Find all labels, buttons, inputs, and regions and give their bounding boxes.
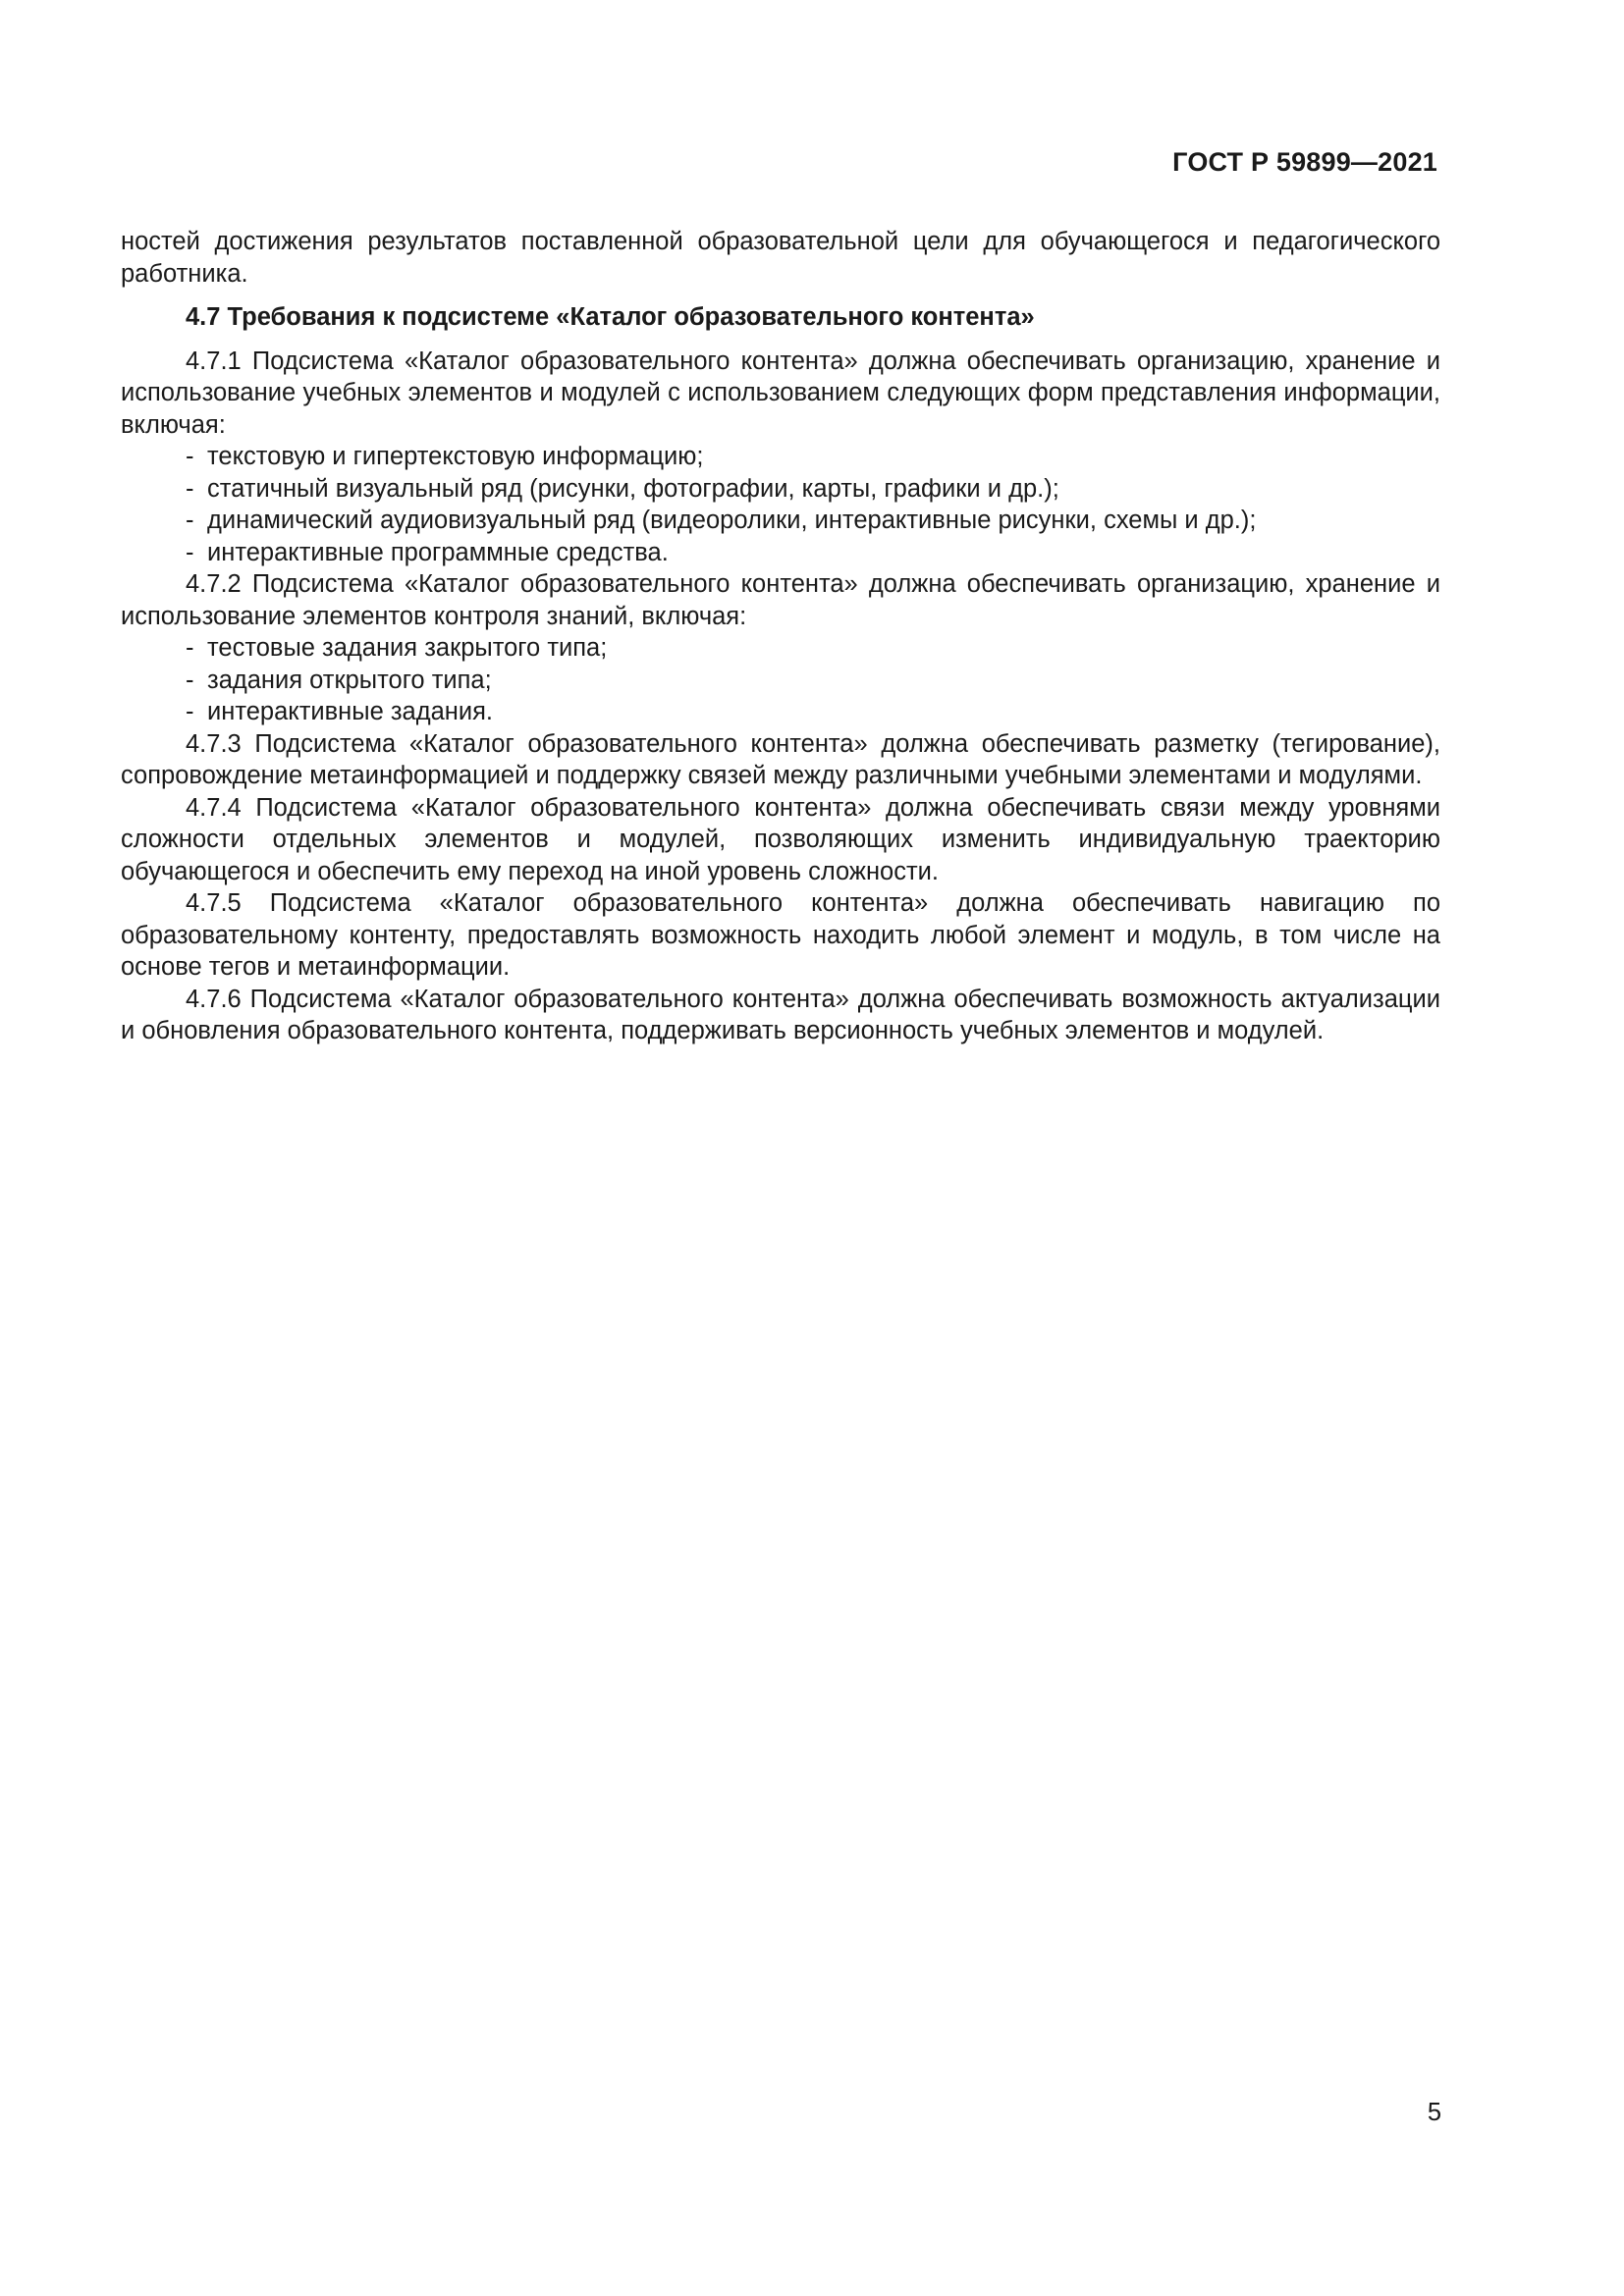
section-heading: 4.7 Требования к подсистеме «Каталог образовательного контента» <box>186 303 1035 331</box>
list-dash: - <box>186 698 194 725</box>
list-item-text: динамический аудиовизуальный ряд (видеоролики, интерактивные рисунки, схемы и др.); <box>207 507 1257 534</box>
clause-4-7-6: 4.7.6 Подсистема «Каталог образовательного контента» должна обеспечивать возможность актуализации и обновления образовательного контента, поддерживать версионность учебных элементов и модулей. <box>121 985 1440 1044</box>
list-item-text: интерактивные задания. <box>207 698 494 725</box>
list-dash: - <box>186 507 194 534</box>
list-item <box>121 696 1440 728</box>
list-item-text: текстовую и гипертекстовую информацию; <box>207 443 704 470</box>
clause-4-7-2: 4.7.2 Подсистема «Каталог образовательного контента» должна обеспечивать организацию, хранение и использование элементов контроля знаний, включая: <box>121 570 1440 630</box>
list-item-text: тестовые задания закрытого типа; <box>207 634 608 662</box>
list-item <box>121 665 1440 697</box>
list-dash: - <box>186 538 194 566</box>
list-item <box>121 632 1440 665</box>
clause-4-7-1: 4.7.1 Подсистема «Каталог образовательного контента» должна обеспечивать организацию, хранение и использование учебных элементов и модулей с использованием следующих форм представления информации, включая: <box>121 347 1440 439</box>
list-item <box>121 441 1440 473</box>
list-item <box>121 505 1440 537</box>
clause-4-7-3: 4.7.3 Подсистема «Каталог образовательного контента» должна обеспечивать разметку (тегирование), сопровождение метаинформацией и поддержку связей между различными учебными элементами и модулями. <box>121 729 1440 789</box>
list-dash: - <box>186 474 194 503</box>
list-dash: - <box>186 634 194 662</box>
list-dash: - <box>186 443 194 470</box>
document-body <box>121 226 1440 1047</box>
list-item-text: интерактивные программные средства. <box>207 538 669 566</box>
list-item-text: задания открытого типа; <box>207 666 492 694</box>
list-item <box>121 537 1440 569</box>
list-dash: - <box>186 666 194 694</box>
continuation-paragraph: ностей достижения результатов поставленной образовательной цели для обучающегося и педагогического работника. <box>121 228 1440 288</box>
list-item <box>121 473 1440 506</box>
document-code: ГОСТ Р 59899—2021 <box>1172 147 1437 177</box>
clause-4-7-5: 4.7.5 Подсистема «Каталог образовательного контента» должна обеспечивать навигацию по образовательному контенту, предоставлять возможность находить любой элемент и модуль, в том числе на основе тегов и метаинформации. <box>121 889 1440 981</box>
list-item-text: статичный визуальный ряд (рисунки, фотографии, карты, графики и др.); <box>207 474 1059 503</box>
clause-4-7-4: 4.7.4 Подсистема «Каталог образовательного контента» должна обеспечивать связи между уровнями сложности отдельных элементов и модулей, позволяющих изменить индивидуальную траекторию обучающегося и обеспечить ему переход на иной уровень сложности. <box>121 793 1440 885</box>
page-number: 5 <box>1427 2099 1441 2126</box>
